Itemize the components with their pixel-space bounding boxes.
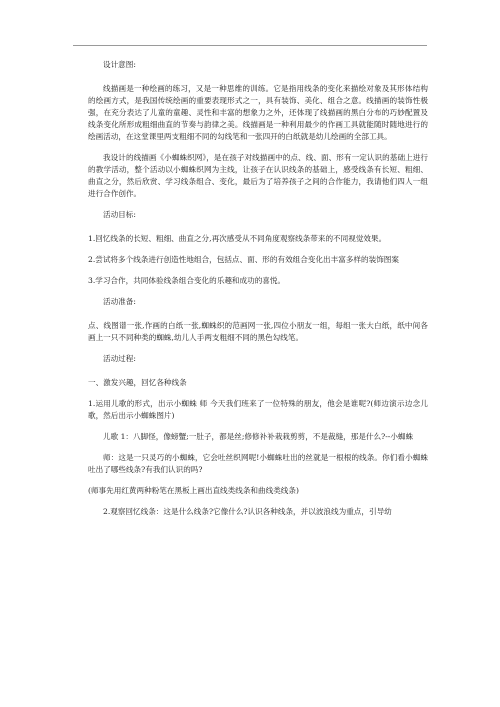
step-2-text: 2.观察回忆线条：这是什么线条?它像什么?认识各种线条，并以波浪线为重点，引导幼 [103,507,392,516]
document-body [88,59,428,524]
goal-item-2: 2.尝试将多个线条进行创造性地组合，包括点、面、形的有效组合变化出丰富多样的装饰图案 [88,255,399,264]
design-intent-title: 设计意图: [103,60,136,69]
goal-item-1: 1.回忆线条的长短、粗细、曲直之分,再次感受从不同角度观察线条带来的不同视觉效果。 [88,234,387,243]
rhyme-text: 儿歌 1：八脚怪，像螃蟹;一肚子，都是丝;修修补补栽栽剪剪，不是裁缝，那是什么?--小蜘蛛 [103,432,414,441]
preparation-text: 点、线图谱一张,作画的白纸一张,蜘蛛织的范画网一张,四位小朋友一组，每组一张大白纸，纸中间各画上一只不同种类的蜘蛛,幼儿人手两支粗细不同的黑色勾线笔。 [88,321,428,342]
goals-title: 活动目标: [103,210,136,219]
step-1-text: 1.运用儿歌的形式，出示小蜘蛛 师 今天我们班来了一位特殊的朋友，他会是谁呢?(师边演示边念儿歌，然后出示小蜘蛛图片) [88,399,428,420]
process-title: 活动过程: [103,354,136,363]
section-1-title: 一、激发兴趣，回忆各种线条 [88,378,187,387]
goal-item-3: 3.学习合作，共同体验线条组合变化的乐趣和成功的喜悦。 [88,276,286,285]
header-rule [73,45,427,46]
teacher-line: 师：这是一只灵巧的小蜘蛛，它会吐丝织网呢!小蜘蛛吐出的丝就是一根根的线条。你们看小蜘蛛吐出了哪些线条?有我们认识的吗? [88,453,428,474]
design-intent-paragraph-2: 我设计的线描画《小蜘蛛织网》，是在孩子对线描画中的点、线、面、形有一定认识的基础上进行的教学活动，整个活动以小蜘蛛织网为主线，让孩子在认识线条的基础上，感受线条有长短、粗细、曲直之分，然后欣赏、学习线条组合、变化，最后为了培养孩子之间的合作能力，我请他们四人一组进行合作创作。 [88,153,428,198]
design-intent-paragraph-1: 线描画是一种绘画的练习，又是一种思维的训练。它是指用线条的变化来描绘对象及其形体结构的绘画方式，是我国传统绘画的重要表现形式之一，具有装饰、美化、组合之意。线描画的装饰性极强，在充分表达了儿童的童趣、灵性和丰富的想象力之外，还体现了线描画的黑白分布的巧妙配置及线条变化所形成粗细曲直的节奏与韵律之美。线描画是一种利用最少的作画工具就能随时随地进行的绘画活动，在这堂课里两支粗细不同的勾线笔和一张四开的白纸就是幼儿绘画的全部工具。 [88,84,428,141]
note-line: (师事先用红黄两种粉笔在黑板上画出直线类线条和曲线类线条) [88,486,299,495]
preparation-title: 活动准备: [103,297,136,306]
